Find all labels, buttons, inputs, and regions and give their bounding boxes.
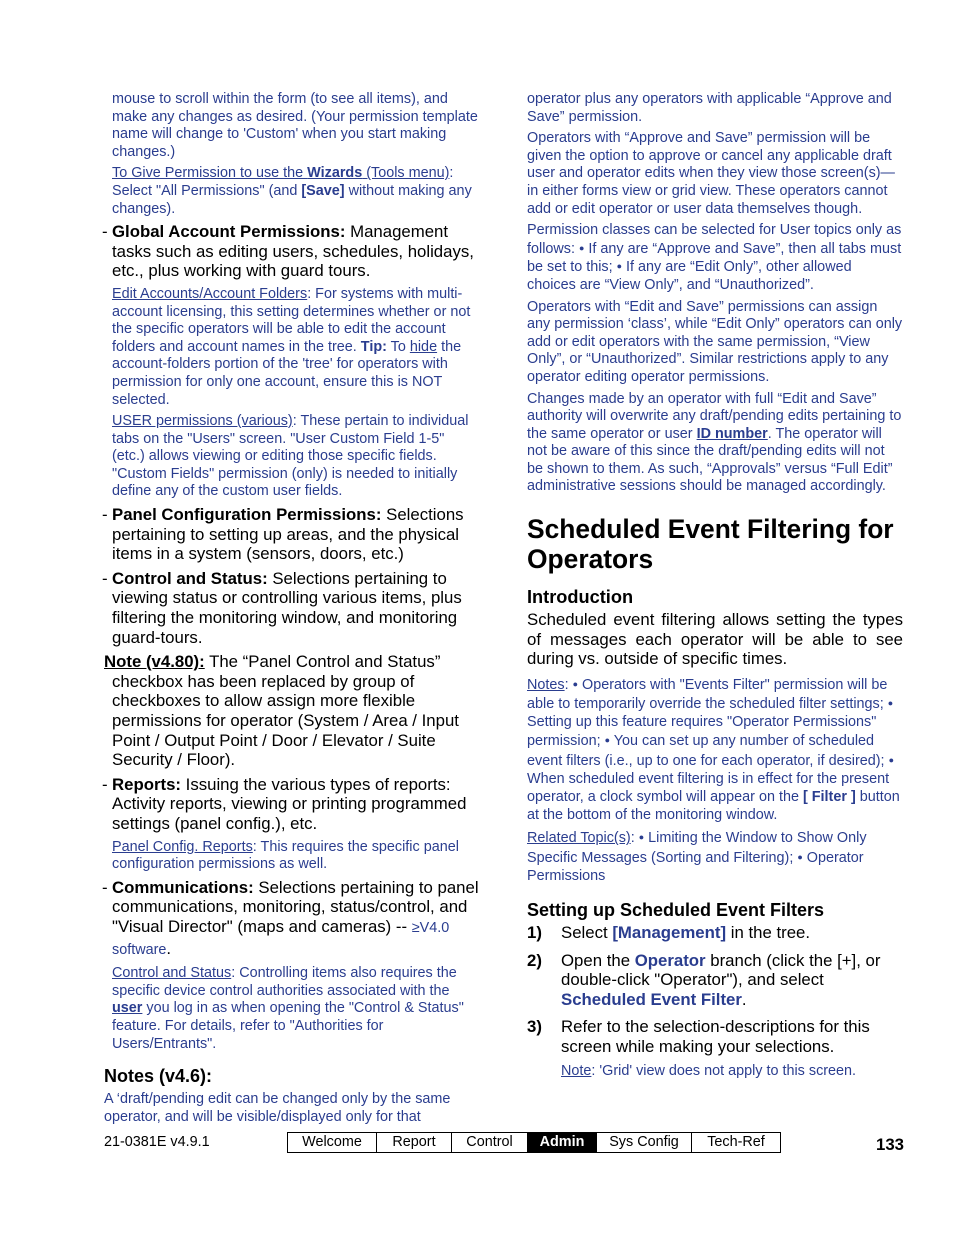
tab-sys-config[interactable]: Sys Config xyxy=(597,1133,692,1152)
tab-tech-ref[interactable]: Tech-Ref xyxy=(707,1134,765,1150)
tip-text-end: the account-folders portion of the 'tree' for operators with permission for only one account, ensure this is NOT selected. xyxy=(112,338,462,408)
approve-save-paragraph: Operators with “Approve and Save” permission will be given the option to approve or cancel any applicable draft user and operator edits when they view those screen(s)—in either forms view or grid view. These operators cannot add or edit operator or user data themselves though. xyxy=(527,130,895,217)
edit-accounts-text: : For systems with multi-account licensing, this setting determines whether or not the specific operators will be able to edit the account folders and account names in the tree. xyxy=(112,285,471,355)
step-number: 3) xyxy=(527,1017,542,1037)
related-topics: Related Topic(s): ● Limiting the Window to Show Only Specific Messages (Sorting and Filtering); ● Operator Permissions xyxy=(527,830,867,884)
user-link[interactable]: user xyxy=(112,1000,143,1017)
user-permissions-note xyxy=(104,413,480,501)
tip-label: Tip: xyxy=(360,338,387,355)
panel-reports-link[interactable]: Panel Config. Reports xyxy=(112,838,253,855)
wizards-colon: : xyxy=(449,165,454,182)
step-text xyxy=(561,923,903,943)
section-title: Scheduled Event Filtering for Operators xyxy=(527,514,894,575)
global-account-bullet xyxy=(104,222,480,281)
bullet-dot: ● xyxy=(797,851,803,862)
bullet-dot: ● xyxy=(572,678,579,689)
step-note-text: : 'Grid' view does not apply to this screen. xyxy=(591,1062,857,1079)
version-badge: ≥V4.0 software xyxy=(112,919,450,958)
note-v480-text: The “Panel Control and Status” checkbox has been replaced by group of checkboxes to allow assign more flexible permissions for operator (System / Area / Input Point / Output Point / Door / Elevator / Suite Security / Floor). xyxy=(112,652,459,770)
permission-classes-item-1: If any are “Approve and Save”, then all tabs must be set to this; xyxy=(527,240,902,276)
panel-reports-note xyxy=(104,839,480,874)
permission-classes-paragraph xyxy=(527,222,903,294)
related-topic-2: Operator Permissions xyxy=(527,849,864,884)
communications-bullet xyxy=(104,878,480,960)
bullet-dot: ● xyxy=(887,698,894,709)
changes-text-end: . The operator will not be aware of this since the draft/pending edits will not be shown to them. As such, “Approvals” versus “Full Edit” administrative sessions should be managed accordingly. xyxy=(527,425,893,495)
edit-save-paragraph: Operators with “Edit and Save” permissions can assign any permission ‘class’, while “Edit Only” operators can only add or edit operators with the same permission, “View Only”, or “Unauthorized”. Similar restrictions apply to any operator editing operator permissions. xyxy=(527,298,903,385)
global-label: Global Account Permissions: xyxy=(112,222,346,242)
notes-item-4: When scheduled event filtering is in effect for the present operator, a clock symbol will appear on the xyxy=(527,770,890,806)
operator-link[interactable]: Operator xyxy=(634,950,706,970)
notes-item-4-end: button at the bottom of the monitoring window. xyxy=(527,789,900,824)
step-text-a: Select xyxy=(561,923,613,943)
permission-classes-text: Permission classes can be selected for User topics only as follows: xyxy=(527,222,902,257)
bullet-dash: - xyxy=(102,774,108,794)
page-footer xyxy=(104,1131,904,1155)
wizards-note xyxy=(104,165,480,218)
step-text xyxy=(561,1017,903,1056)
page-number: 133 xyxy=(876,1135,904,1154)
user-permissions-link[interactable]: USER permissions (various) xyxy=(112,413,293,430)
permission-classes-item-2: If any are “Edit Only”, other allowed choices are “View Only”, and “Unauthorized”. xyxy=(527,259,852,293)
save-keyword: [Save] xyxy=(301,182,345,199)
wizards-link-tail: (Tools menu) xyxy=(362,165,450,182)
notes-box: Notes: ● Operators with "Events Filter" permission will be able to temporarily override the scheduled filter settings; ● Setting up this feature requires "Operator Permissions" permission; ● You can set up any number of scheduled event filters (i.e., up to one for each operator, if desired); ● When scheduled event filtering is in effect for the present operator, a clock symbol will appear on the [ Filter ] button at the bottom of the monitoring window. xyxy=(527,676,900,824)
wizards-link-text: To Give Permission to use the xyxy=(112,165,308,182)
edit-accounts-link[interactable]: Edit Accounts/Account Folders xyxy=(112,285,308,302)
step-text-b: branch (click the [+], or double-click "Operator"), and select xyxy=(561,950,881,990)
introduction-text: Scheduled event filtering allows setting the types of messages each operator will be able to see during vs. outside of specific times. xyxy=(527,610,903,669)
control-label: Control and Status: xyxy=(112,568,268,588)
tab-control[interactable]: Control xyxy=(452,1133,528,1152)
control-text: Selections pertaining to viewing status or controlling various items, plus filtering the monitoring window, and monitoring guard-tours. xyxy=(112,568,462,647)
note-v480-label: Note (v4.80): xyxy=(104,652,205,672)
introduction-heading: Introduction xyxy=(527,587,634,608)
notes-item-1: Operators with "Events Filter" permission will be able to temporarily override the scheduled filter settings; xyxy=(527,676,888,713)
communications-end: . xyxy=(166,938,172,958)
step-number: 2) xyxy=(527,950,542,970)
wizards-text-end: without making any changes). xyxy=(112,182,472,217)
tab-admin[interactable]: Admin xyxy=(528,1133,597,1152)
step-3 xyxy=(527,1017,903,1056)
bullet-dash: - xyxy=(102,568,108,588)
setup-heading: Setting up Scheduled Event Filters xyxy=(527,900,825,921)
step-text-d: . xyxy=(741,989,747,1009)
scheduled-event-filter-link[interactable]: Scheduled Event Filter xyxy=(561,989,742,1009)
step-text-b: in the tree. xyxy=(726,923,811,943)
right-column xyxy=(527,91,903,1080)
step-2 xyxy=(527,951,903,1010)
control-status-text: : Controlling items also requires the specific device control authorities associated with the xyxy=(112,965,457,999)
step-1 xyxy=(527,923,903,943)
wizards-text: Select "All Permissions" (and xyxy=(112,182,302,199)
wizards-link[interactable] xyxy=(112,165,449,181)
left-column xyxy=(104,91,480,1126)
note-v480 xyxy=(104,652,480,770)
user-permissions-text: : These pertain to individual tabs on the "Users" screen. "User Custom Field 1-5" (etc.) allows viewing or editing those specific fields. "Custom Fields" permission (only) is needed to initially define any of the custom user fields. xyxy=(112,413,469,500)
tab-report[interactable]: Report xyxy=(377,1133,452,1152)
notes-item-3: You can set up any number of scheduled event filters (i.e., up to one for each operator, if desired); xyxy=(527,733,889,769)
step-text xyxy=(561,951,903,1010)
reports-text: Issuing the various types of reports: Activity reports, viewing or printing programmed settings (panel config.), etc. xyxy=(112,774,467,833)
changes-text: Changes made by an operator with full “Edit and Save” authority will overwrite any draft/pending edits pertaining to the same operator or user xyxy=(527,390,902,442)
management-link[interactable]: [Management] xyxy=(612,923,727,943)
filter-button-label: [ Filter ] xyxy=(802,789,860,806)
panel-config-bullet xyxy=(104,505,480,564)
section-tabs xyxy=(287,1132,781,1153)
bullet-dot: ● xyxy=(616,261,623,272)
control-status-bullet xyxy=(104,569,480,647)
control-status-note xyxy=(104,965,480,1053)
edit-accounts-note xyxy=(104,286,480,409)
wizards-link-bold: Wizards xyxy=(307,165,363,182)
changes-paragraph xyxy=(527,391,903,497)
reports-bullet xyxy=(104,775,480,834)
approve-paragraph: operator plus any operators with applicable “Approve and Save” permission. xyxy=(527,91,892,125)
notes-item-2: Setting up this feature requires "Operator Permissions" permission; xyxy=(527,714,877,750)
intro-paragraph: mouse to scroll within the form (to see all items), and make any changes as desired. (Your permission template name will change to 'Custom' when you start making changes.) xyxy=(112,91,478,160)
step-number: 1) xyxy=(527,923,542,943)
tip-text: To xyxy=(386,338,410,355)
document-id: 21-0381E v4.9.1 xyxy=(104,1134,210,1150)
hide-link[interactable]: hide xyxy=(409,338,438,355)
bullet-dot: ● xyxy=(604,735,611,746)
step-note-link[interactable]: Note xyxy=(561,1062,592,1079)
notes-paragraph: A ‘draft/pending edit can be changed only by the same operator, and will be visible/displayed only for that xyxy=(104,1091,451,1125)
step-text-a: Refer to the selection-descriptions for this screen while making your selections. xyxy=(561,1017,870,1057)
reports-label: Reports: xyxy=(112,774,181,794)
panel-config-label: Panel Configuration Permissions: xyxy=(112,505,382,525)
panel-config-text: Selections pertaining to setting up areas, and the physical items in a system (sensors, doors, etc.) xyxy=(112,505,464,564)
bullet-dot: ● xyxy=(638,832,645,843)
bullet-dot: ● xyxy=(578,242,585,253)
communications-text: Selections pertaining to panel communications, monitoring, status/control, and "Visual Director" (maps and cameras) -- xyxy=(112,877,479,936)
bullet-dash: - xyxy=(102,877,108,897)
id-number-link[interactable]: ID number xyxy=(696,425,768,442)
bullet-dash: - xyxy=(102,222,108,242)
control-status-link[interactable]: Control and Status xyxy=(112,965,232,982)
notes-link[interactable]: Notes xyxy=(527,676,565,693)
control-status-text-end: you log in as when opening the "Control & Status" feature. For details, refer to "Authorities for Users/Entrants". xyxy=(112,1000,464,1052)
related-topic-1: Limiting the Window to Show Only Specific Messages (Sorting and Filtering); xyxy=(527,830,867,866)
bullet-dash: - xyxy=(102,505,108,525)
tab-welcome[interactable]: Welcome xyxy=(288,1133,377,1152)
notes-heading: Notes (v4.6): xyxy=(104,1066,213,1087)
step-note xyxy=(527,1063,903,1081)
communications-label: Communications: xyxy=(112,877,254,897)
panel-reports-text: : This requires the specific panel configuration permissions as well. xyxy=(112,838,459,873)
bullet-dot: ● xyxy=(888,754,894,765)
step-text-a: Open the xyxy=(561,950,635,970)
related-topics-link[interactable]: Related Topic(s) xyxy=(527,830,631,847)
global-text: Management tasks such as editing users, schedules, holidays, etc., plus working with guard tours. xyxy=(112,222,474,281)
